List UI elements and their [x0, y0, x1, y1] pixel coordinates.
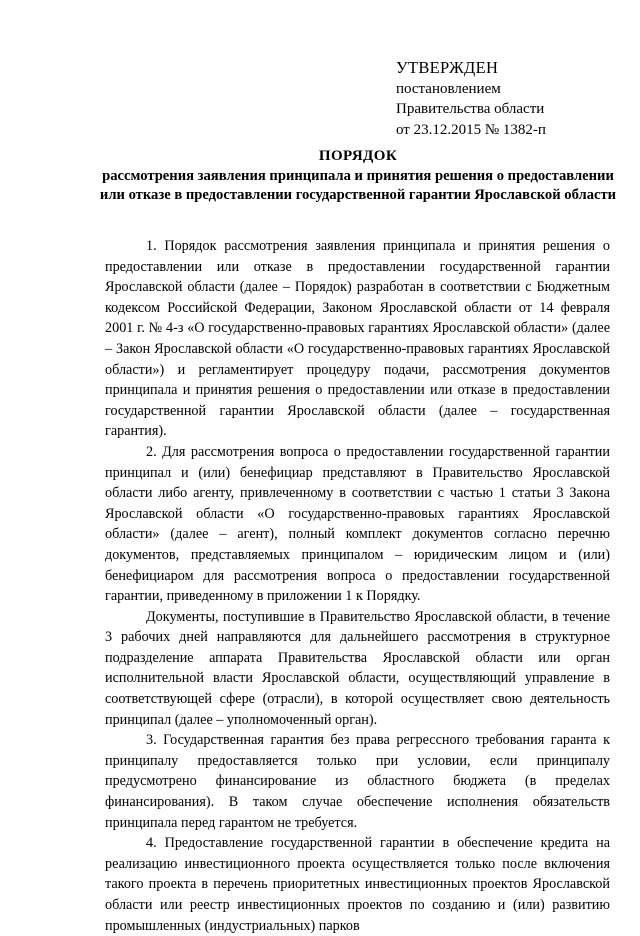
approval-line: постановлением — [396, 80, 501, 97]
approval-line: Правительства области — [396, 101, 545, 117]
document-title — [98, 147, 618, 206]
paragraph-2-continued: Документы, поступившие в Правительство Ярославской области, в течение 3 рабочих дней направляются для дальнейшего рассмотрения в структурное подразделение аппарата Правительства Ярославской области или орган исполнительной власти Ярославской области, осуществляющий управление в соответствующей сфере (отрасли), в которой осуществляет свою деятельность принципал (далее – уполномоченный орган). — [105, 608, 610, 728]
title-main: ПОРЯДОК — [318, 148, 398, 164]
paragraph-4: 4. Предоставление государственной гарантии в обеспечение кредита на реализацию инвестиционного проекта осуществляется только после включения такого проекта в перечень приоритетных инвестиционных проектов Ярославской области или реестр инвестиционных проектов по созданию и (или) развитию промышленных (индустриальных) парков — [105, 835, 610, 934]
paragraph-1: 1. Порядок рассмотрения заявления принципала и принятия решения о предоставлении или отказе в предоставлении государственной гарантии Ярославской области (далее – Порядок) разработан в соответствии с Бюджетным кодексом Российской Федерации, Законом Ярославской области от 14 февраля 2001 г. № 4-з «О государственно-правовых гарантиях Ярославской области» (далее – Закон Ярославской области «О государственно-правовых гарантиях Ярославской области») и регламентирует процедуру подачи, рассмотрения документов принципала и принятия решения о предоставлении или отказе в предоставлении государственной гарантии Ярославской области (далее – государственная гарантия). — [105, 238, 610, 440]
approval-date-number: от 23.12.2015 № 1382-п — [396, 121, 546, 138]
paragraph-3: 3. Государственная гарантия без права регрессного требования гаранта к принципалу предоставляется только при условии, если принципалу предусмотрено финансирование из областного бюджета (в пределах финансирования). В таком случае обеспечение исполнения обязательств принципала перед гарантом не требуется. — [105, 732, 610, 831]
title-subtitle: рассмотрения заявления принципала и принятия решения о предоставлении или отказе в предоставлении государственной гарантии Ярославской области — [99, 167, 617, 204]
approval-stamp — [396, 58, 546, 140]
approval-heading: УТВЕРЖДЕН — [396, 58, 499, 77]
paragraph-2: 2. Для рассмотрения вопроса о предоставлении государственной гарантии принципал и (или) бенефициар представляют в Правительство Ярославской области либо агенту, привлеченному в соответствии с частью 1 статьи 3 Закона Ярославской области «О государственно-правовых гарантиях Ярославской области» (далее – агент), полный комплект документов согласно перечню документов, представляемых принципалом – юридическим лицом и (или) бенефициаром для рассмотрения вопроса о предоставлении государственной гарантии, приведенному в приложении 1 к Порядку. — [105, 443, 610, 605]
document-body — [105, 236, 610, 936]
